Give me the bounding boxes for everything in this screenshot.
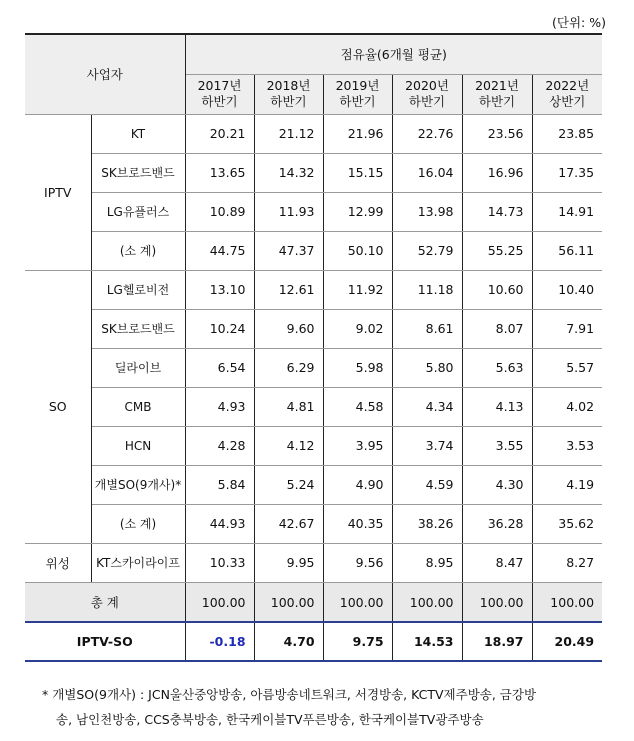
value-cell: 3.95 (323, 426, 392, 465)
period-header (323, 74, 392, 114)
value-cell: 10.40 (532, 270, 602, 309)
value-cell: 4.58 (323, 387, 392, 426)
period-header (532, 74, 602, 114)
group-label: SO (25, 270, 91, 543)
value-cell: 4.34 (392, 387, 462, 426)
value-cell: 20.49 (532, 622, 602, 661)
footnote-line: 송, 남인천방송, CCS충북방송, 한국케이블TV푸른방송, 한국케이블TV광주방송 (56, 712, 484, 727)
value-cell: 7.91 (532, 309, 602, 348)
header-row (25, 34, 602, 74)
value-cell: 4.30 (462, 465, 532, 504)
value-cell: 50.10 (323, 231, 392, 270)
value-cell: 56.11 (532, 231, 602, 270)
table-body (25, 34, 602, 661)
value-cell: 9.60 (254, 309, 323, 348)
company-name: KT (91, 114, 185, 153)
company-name: KT스카이라이프 (91, 543, 185, 582)
value-cell: 15.15 (323, 153, 392, 192)
value-cell: 3.74 (392, 426, 462, 465)
value-cell: 4.02 (532, 387, 602, 426)
table-row (25, 231, 602, 270)
table-row (25, 387, 602, 426)
table-row (25, 270, 602, 309)
period-half: 하반기 (201, 94, 238, 109)
company-name: HCN (91, 426, 185, 465)
value-cell: 8.07 (462, 309, 532, 348)
value-cell: 8.95 (392, 543, 462, 582)
value-cell: 47.37 (254, 231, 323, 270)
value-cell: 11.93 (254, 192, 323, 231)
value-cell: 4.13 (462, 387, 532, 426)
period-year: 2018년 (266, 78, 311, 93)
company-name: LG유플러스 (91, 192, 185, 231)
value-cell: 5.80 (392, 348, 462, 387)
value-cell: 14.91 (532, 192, 602, 231)
value-cell: 13.10 (185, 270, 254, 309)
value-cell: 4.19 (532, 465, 602, 504)
group-label: IPTV (25, 114, 91, 270)
value-cell: 5.24 (254, 465, 323, 504)
value-cell: 5.98 (323, 348, 392, 387)
value-cell: 10.24 (185, 309, 254, 348)
value-cell: 100.00 (532, 582, 602, 622)
value-cell: 5.63 (462, 348, 532, 387)
value-cell: 22.76 (392, 114, 462, 153)
value-cell: 14.53 (392, 622, 462, 661)
company-name: (소 계) (91, 231, 185, 270)
value-cell: 6.54 (185, 348, 254, 387)
value-cell: 8.61 (392, 309, 462, 348)
value-cell: 55.25 (462, 231, 532, 270)
value-cell: 42.67 (254, 504, 323, 543)
table-row (25, 543, 602, 582)
value-cell: 21.96 (323, 114, 392, 153)
value-cell: 17.35 (532, 153, 602, 192)
period-year: 2017년 (197, 78, 242, 93)
value-cell: 10.89 (185, 192, 254, 231)
period-year: 2019년 (335, 78, 380, 93)
total-label: 총 계 (25, 582, 185, 622)
value-cell: 9.95 (254, 543, 323, 582)
value-cell: 4.70 (254, 622, 323, 661)
period-year: 2021년 (475, 78, 519, 93)
value-cell: 100.00 (185, 582, 254, 622)
table-row (25, 153, 602, 192)
value-cell: 13.98 (392, 192, 462, 231)
value-cell: 6.29 (254, 348, 323, 387)
value-cell: 11.18 (392, 270, 462, 309)
period-half: 하반기 (478, 94, 516, 109)
table-row (25, 309, 602, 348)
footnote (42, 682, 612, 732)
value-cell: 100.00 (323, 582, 392, 622)
share-header: 점유율(6개월 평균) (185, 34, 602, 74)
value-cell: 44.93 (185, 504, 254, 543)
period-half: 하반기 (270, 94, 307, 109)
value-cell: 8.27 (532, 543, 602, 582)
value-cell: 10.33 (185, 543, 254, 582)
value-cell: 38.26 (392, 504, 462, 543)
period-half: 상반기 (549, 94, 586, 109)
period-half: 하반기 (408, 94, 446, 109)
total-row (25, 582, 602, 622)
value-cell: 4.12 (254, 426, 323, 465)
value-cell: 4.93 (185, 387, 254, 426)
value-cell: 4.28 (185, 426, 254, 465)
value-cell: 4.90 (323, 465, 392, 504)
value-cell: 13.65 (185, 153, 254, 192)
period-header (254, 74, 323, 114)
value-cell: 36.28 (462, 504, 532, 543)
value-cell: 16.04 (392, 153, 462, 192)
value-cell: 40.35 (323, 504, 392, 543)
value-cell: 5.84 (185, 465, 254, 504)
value-cell: 16.96 (462, 153, 532, 192)
value-cell: 100.00 (392, 582, 462, 622)
value-cell: 23.85 (532, 114, 602, 153)
period-header (462, 74, 532, 114)
period-header (185, 74, 254, 114)
table-row (25, 192, 602, 231)
value-cell: 9.56 (323, 543, 392, 582)
group-label: 위성 (25, 543, 91, 582)
iptv-so-label: IPTV-SO (25, 622, 185, 661)
unit-label: (단위: %) (552, 15, 606, 30)
value-cell: 4.81 (254, 387, 323, 426)
value-cell: 11.92 (323, 270, 392, 309)
company-name: LG헬로비전 (91, 270, 185, 309)
company-name: (소 계) (91, 504, 185, 543)
table-row (25, 114, 602, 153)
value-cell: 3.55 (462, 426, 532, 465)
value-cell: 3.53 (532, 426, 602, 465)
value-cell: 18.97 (462, 622, 532, 661)
value-cell: 20.21 (185, 114, 254, 153)
company-name: 딜라이브 (91, 348, 185, 387)
value-cell: 52.79 (392, 231, 462, 270)
value-cell: 14.73 (462, 192, 532, 231)
period-half: 하반기 (339, 94, 376, 109)
period-header (392, 74, 462, 114)
value-cell: 23.56 (462, 114, 532, 153)
company-name: 개별SO(9개사)* (91, 465, 185, 504)
value-cell: 21.12 (254, 114, 323, 153)
value-cell: 44.75 (185, 231, 254, 270)
value-cell: -0.18 (185, 622, 254, 661)
operator-header: 사업자 (25, 34, 185, 114)
table-row (25, 465, 602, 504)
value-cell: 14.32 (254, 153, 323, 192)
table-row (25, 426, 602, 465)
market-share-table (25, 33, 602, 662)
value-cell: 5.57 (532, 348, 602, 387)
iptv-so-row (25, 622, 602, 661)
company-name: CMB (91, 387, 185, 426)
period-year: 2022년 (545, 78, 590, 93)
value-cell: 100.00 (254, 582, 323, 622)
table-row (25, 348, 602, 387)
table-row (25, 504, 602, 543)
value-cell: 12.99 (323, 192, 392, 231)
value-cell: 35.62 (532, 504, 602, 543)
value-cell: 8.47 (462, 543, 532, 582)
company-name: SK브로드밴드 (91, 309, 185, 348)
value-cell: 9.75 (323, 622, 392, 661)
value-cell: 9.02 (323, 309, 392, 348)
period-year: 2020년 (405, 78, 449, 93)
value-cell: 4.59 (392, 465, 462, 504)
value-cell: 100.00 (462, 582, 532, 622)
footnote-line: * 개별SO(9개사) : JCN울산중앙방송, 아름방송네트워크, 서경방송, KCTV제주방송, 금강방 (42, 687, 537, 702)
value-cell: 12.61 (254, 270, 323, 309)
company-name: SK브로드밴드 (91, 153, 185, 192)
value-cell: 10.60 (462, 270, 532, 309)
